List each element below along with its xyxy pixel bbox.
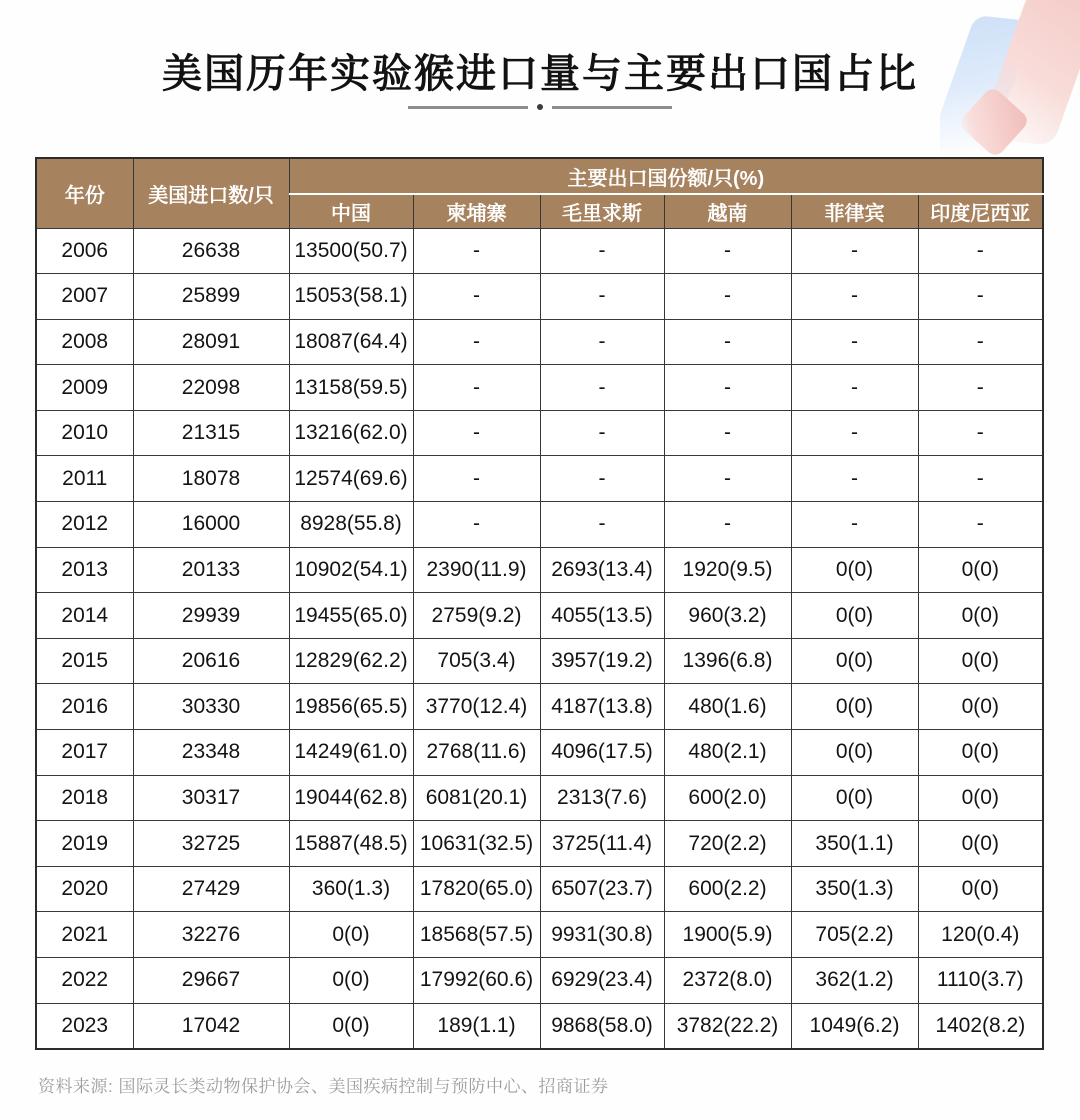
country-share-cell: 1402(8.2) <box>918 1003 1043 1049</box>
country-share-cell: 600(2.2) <box>664 866 791 912</box>
country-share-cell: - <box>540 365 664 411</box>
country-share-cell: 3770(12.4) <box>413 684 540 730</box>
country-share-cell: 720(2.2) <box>664 821 791 867</box>
table-body <box>36 228 1043 1049</box>
country-share-cell: 0(0) <box>791 775 918 821</box>
country-share-cell: 350(1.1) <box>791 821 918 867</box>
us-import-cell: 29667 <box>133 958 289 1004</box>
country-share-cell: - <box>540 502 664 548</box>
country-share-cell: - <box>540 410 664 456</box>
us-import-cell: 16000 <box>133 502 289 548</box>
col-header-cambodia: 柬埔寨 <box>413 194 540 228</box>
table-row <box>36 502 1043 548</box>
us-import-cell: 25899 <box>133 274 289 320</box>
year-cell: 2023 <box>36 1003 133 1049</box>
divider-line-right <box>552 106 672 109</box>
country-share-cell: - <box>664 365 791 411</box>
country-share-cell: 0(0) <box>918 730 1043 776</box>
us-import-cell: 22098 <box>133 365 289 411</box>
us-import-cell: 23348 <box>133 730 289 776</box>
country-share-cell: 14249(61.0) <box>289 730 413 776</box>
us-import-cell: 30317 <box>133 775 289 821</box>
country-share-cell: 10902(54.1) <box>289 547 413 593</box>
year-cell: 2013 <box>36 547 133 593</box>
monkey-import-table <box>35 157 1044 1050</box>
table-row <box>36 228 1043 274</box>
country-share-cell: - <box>918 365 1043 411</box>
col-header-indonesia: 印度尼西亚 <box>918 194 1043 228</box>
country-share-cell: - <box>791 365 918 411</box>
col-header-us-imports: 美国进口数/只 <box>133 158 289 228</box>
country-share-cell: 0(0) <box>289 958 413 1004</box>
country-share-cell: - <box>791 274 918 320</box>
us-import-cell: 18078 <box>133 456 289 502</box>
year-cell: 2018 <box>36 775 133 821</box>
country-share-cell: 12574(69.6) <box>289 456 413 502</box>
country-share-cell: 19044(62.8) <box>289 775 413 821</box>
year-cell: 2006 <box>36 228 133 274</box>
country-share-cell: - <box>918 274 1043 320</box>
country-share-cell: - <box>413 274 540 320</box>
us-import-cell: 32725 <box>133 821 289 867</box>
us-import-cell: 30330 <box>133 684 289 730</box>
table-row <box>36 958 1043 1004</box>
col-header-china: 中国 <box>289 194 413 228</box>
year-cell: 2016 <box>36 684 133 730</box>
table-row <box>36 775 1043 821</box>
col-header-mauritius: 毛里求斯 <box>540 194 664 228</box>
table-row <box>36 730 1043 776</box>
us-import-cell: 32276 <box>133 912 289 958</box>
country-share-cell: 2768(11.6) <box>413 730 540 776</box>
source-note: 资料来源: 国际灵长类动物保护协会、美国疾病控制与预防中心、招商证券 <box>38 1077 609 1096</box>
year-cell: 2017 <box>36 730 133 776</box>
country-share-cell: 9931(30.8) <box>540 912 664 958</box>
country-share-cell: 18087(64.4) <box>289 319 413 365</box>
us-import-cell: 27429 <box>133 866 289 912</box>
country-share-cell: 3957(19.2) <box>540 638 664 684</box>
us-import-cell: 29939 <box>133 593 289 639</box>
country-share-cell: - <box>540 228 664 274</box>
country-share-cell: - <box>918 502 1043 548</box>
country-share-cell: 360(1.3) <box>289 866 413 912</box>
country-share-cell: 0(0) <box>918 593 1043 639</box>
country-share-cell: 18568(57.5) <box>413 912 540 958</box>
country-share-cell: - <box>664 502 791 548</box>
country-share-cell: 3725(11.4) <box>540 821 664 867</box>
country-share-cell: 19455(65.0) <box>289 593 413 639</box>
col-header-vietnam: 越南 <box>664 194 791 228</box>
col-header-philippines: 菲律宾 <box>791 194 918 228</box>
country-share-cell: 15887(48.5) <box>289 821 413 867</box>
country-share-cell: - <box>664 319 791 365</box>
country-share-cell: - <box>413 502 540 548</box>
us-import-cell: 26638 <box>133 228 289 274</box>
country-share-cell: 705(3.4) <box>413 638 540 684</box>
country-share-cell: 1110(3.7) <box>918 958 1043 1004</box>
country-share-cell: - <box>791 456 918 502</box>
country-share-cell: - <box>791 502 918 548</box>
page-title: 美国历年实验猴进口量与主要出口国占比 <box>162 52 918 96</box>
country-share-cell: 4096(17.5) <box>540 730 664 776</box>
country-share-cell: - <box>540 274 664 320</box>
country-share-cell: 0(0) <box>918 821 1043 867</box>
us-import-cell: 28091 <box>133 319 289 365</box>
country-share-cell: 1920(9.5) <box>664 547 791 593</box>
country-share-cell: - <box>413 228 540 274</box>
country-share-cell: 1049(6.2) <box>791 1003 918 1049</box>
country-share-cell: 2372(8.0) <box>664 958 791 1004</box>
us-import-cell: 20133 <box>133 547 289 593</box>
country-share-cell: 4187(13.8) <box>540 684 664 730</box>
country-share-cell: - <box>413 365 540 411</box>
country-share-cell: 13500(50.7) <box>289 228 413 274</box>
country-share-cell: - <box>540 319 664 365</box>
us-import-cell: 20616 <box>133 638 289 684</box>
country-share-cell: 189(1.1) <box>413 1003 540 1049</box>
country-share-cell: 6081(20.1) <box>413 775 540 821</box>
table-row <box>36 638 1043 684</box>
title-divider <box>0 104 1080 110</box>
year-cell: 2012 <box>36 502 133 548</box>
country-share-cell: 15053(58.1) <box>289 274 413 320</box>
table-row <box>36 274 1043 320</box>
table-row <box>36 456 1043 502</box>
country-share-cell: 19856(65.5) <box>289 684 413 730</box>
country-share-cell: 10631(32.5) <box>413 821 540 867</box>
country-share-cell: 600(2.0) <box>664 775 791 821</box>
country-share-cell: - <box>664 410 791 456</box>
year-cell: 2010 <box>36 410 133 456</box>
country-share-cell: 362(1.2) <box>791 958 918 1004</box>
year-cell: 2011 <box>36 456 133 502</box>
country-share-cell: 705(2.2) <box>791 912 918 958</box>
country-share-cell: 4055(13.5) <box>540 593 664 639</box>
year-cell: 2020 <box>36 866 133 912</box>
country-share-cell: 960(3.2) <box>664 593 791 639</box>
year-cell: 2014 <box>36 593 133 639</box>
country-share-cell: 0(0) <box>918 866 1043 912</box>
country-share-cell: - <box>664 274 791 320</box>
country-share-cell: 6929(23.4) <box>540 958 664 1004</box>
country-share-cell: 2759(9.2) <box>413 593 540 639</box>
table-row <box>36 547 1043 593</box>
country-share-cell: 0(0) <box>918 638 1043 684</box>
country-share-cell: - <box>918 228 1043 274</box>
country-share-cell: 0(0) <box>791 547 918 593</box>
country-share-cell: - <box>413 319 540 365</box>
year-cell: 2022 <box>36 958 133 1004</box>
country-share-cell: 0(0) <box>791 684 918 730</box>
year-cell: 2021 <box>36 912 133 958</box>
country-share-cell: 2390(11.9) <box>413 547 540 593</box>
country-share-cell: 350(1.3) <box>791 866 918 912</box>
country-share-cell: 1396(6.8) <box>664 638 791 684</box>
table-row <box>36 821 1043 867</box>
year-cell: 2015 <box>36 638 133 684</box>
country-share-cell: 9868(58.0) <box>540 1003 664 1049</box>
table-row <box>36 593 1043 639</box>
us-import-cell: 21315 <box>133 410 289 456</box>
col-header-year: 年份 <box>36 158 133 228</box>
country-share-cell: 6507(23.7) <box>540 866 664 912</box>
country-share-cell: - <box>918 410 1043 456</box>
country-share-cell: 8928(55.8) <box>289 502 413 548</box>
country-share-cell: 0(0) <box>791 593 918 639</box>
country-share-cell: - <box>918 319 1043 365</box>
year-cell: 2008 <box>36 319 133 365</box>
country-share-cell: - <box>540 456 664 502</box>
year-cell: 2009 <box>36 365 133 411</box>
country-share-cell: 17992(60.6) <box>413 958 540 1004</box>
country-share-cell: 120(0.4) <box>918 912 1043 958</box>
country-share-cell: - <box>413 410 540 456</box>
country-share-cell: - <box>791 319 918 365</box>
country-share-cell: 17820(65.0) <box>413 866 540 912</box>
col-header-export-share-group: 主要出口国份额/只(%) <box>289 158 1043 194</box>
table-row <box>36 365 1043 411</box>
divider-dot <box>537 104 543 110</box>
country-share-cell: - <box>413 456 540 502</box>
country-share-cell: 0(0) <box>791 638 918 684</box>
country-share-cell: 3782(22.2) <box>664 1003 791 1049</box>
table-row <box>36 410 1043 456</box>
country-share-cell: - <box>664 228 791 274</box>
country-share-cell: 0(0) <box>289 912 413 958</box>
country-share-cell: 12829(62.2) <box>289 638 413 684</box>
country-share-cell: 0(0) <box>791 730 918 776</box>
table-row <box>36 912 1043 958</box>
country-share-cell: 1900(5.9) <box>664 912 791 958</box>
year-cell: 2007 <box>36 274 133 320</box>
country-share-cell: - <box>791 228 918 274</box>
country-share-cell: 0(0) <box>918 547 1043 593</box>
country-share-cell: 2693(13.4) <box>540 547 664 593</box>
country-share-cell: 13158(59.5) <box>289 365 413 411</box>
country-share-cell: 0(0) <box>918 775 1043 821</box>
country-share-cell: - <box>664 456 791 502</box>
divider-line-left <box>408 106 528 109</box>
country-share-cell: 2313(7.6) <box>540 775 664 821</box>
country-share-cell: 480(2.1) <box>664 730 791 776</box>
country-share-cell: - <box>918 456 1043 502</box>
table-row <box>36 319 1043 365</box>
year-cell: 2019 <box>36 821 133 867</box>
table-row <box>36 684 1043 730</box>
country-share-cell: 13216(62.0) <box>289 410 413 456</box>
country-share-cell: 0(0) <box>918 684 1043 730</box>
table-row <box>36 866 1043 912</box>
country-share-cell: - <box>791 410 918 456</box>
us-import-cell: 17042 <box>133 1003 289 1049</box>
country-share-cell: 0(0) <box>289 1003 413 1049</box>
header-row-group <box>36 158 1043 194</box>
table-row <box>36 1003 1043 1049</box>
country-share-cell: 480(1.6) <box>664 684 791 730</box>
